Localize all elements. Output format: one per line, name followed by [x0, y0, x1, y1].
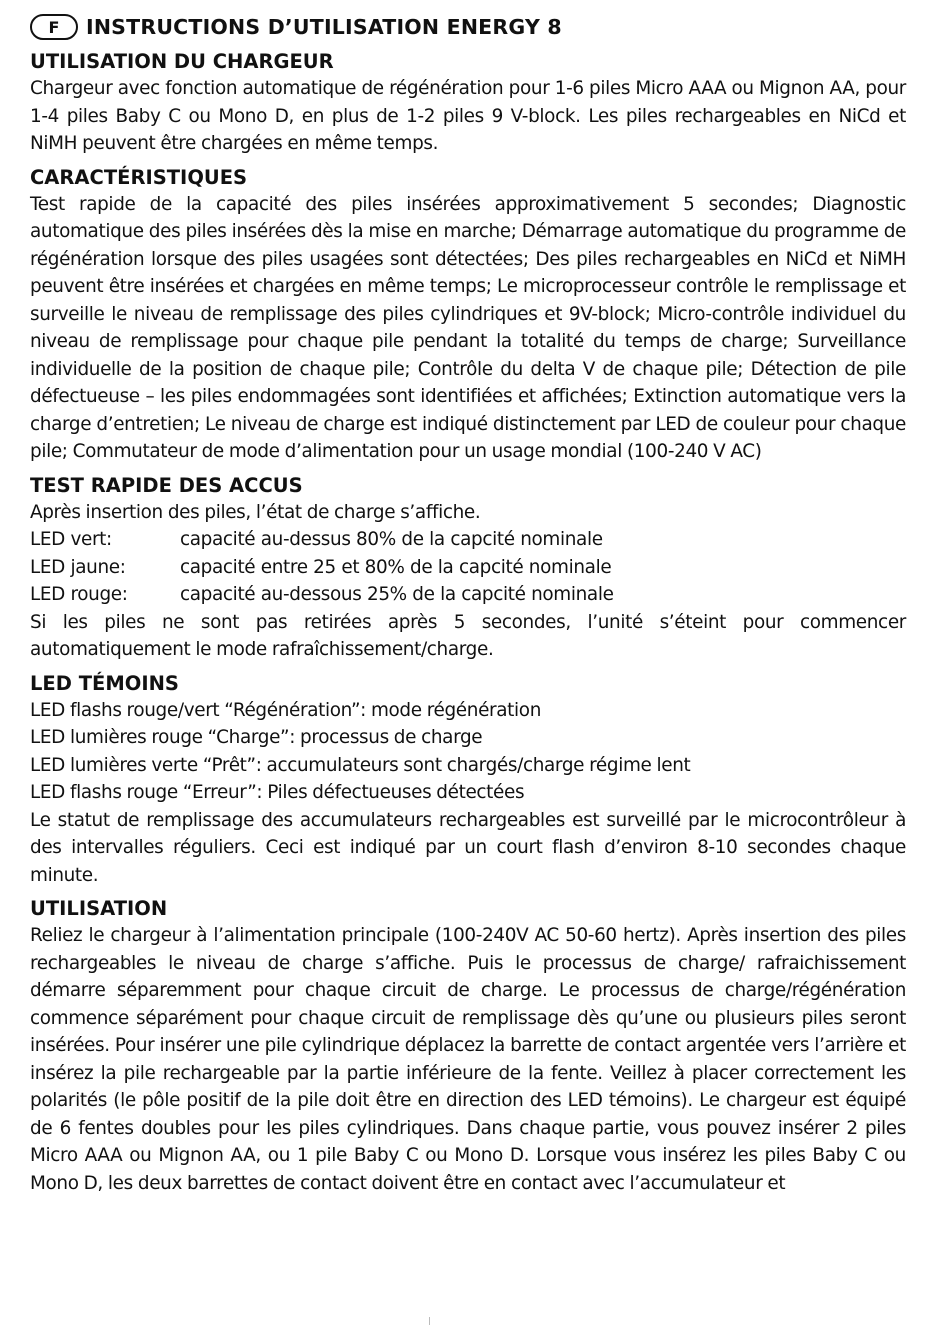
section-paragraph: Reliez le chargeur à l’alimentation principale (100-240V AC 50-60 hertz). Après insertion des piles rechargeables le niveau de charge s’affiche. Puis le processus de charge/ rafraichissement démarre séparemment pour chaque circuit de charge. Le processus de charge/régénération commence séparément pour chaque circuit de remplissage dès qu’une ou plusieurs piles seront insérées. Pour insérer une pile cylindrique déplacez la barrette de contact argentée vers l’arrière et insérez la pile rechargeable par la partie inférieure de la fente. Veillez à placer correctement les polarités (le pôle positif de la pile doit être en direction des LED témoins). Le chargeur est équipé de 6 fentes doubles pour les piles cylindriques. Dans chaque partie, vous pouvez insérer 2 piles Micro AAA ou Mignon AA, ou 1 pile Baby C ou Mono D. Lorsque vous insérez les piles Baby C ou Mono D, les deux barrettes de contact doivent être en contact avec l’accumulateur et	[30, 925, 906, 1194]
section-heading: TEST RAPIDE DES ACCUS	[30, 473, 303, 497]
indicator-line: LED lumières rouge “Charge”: processus de charge	[30, 727, 483, 748]
led-label: LED jaune:	[30, 556, 126, 578]
section-heading: LED TÉMOINS	[30, 671, 179, 695]
document-title: INSTRUCTIONS D’UTILISATION ENERGY 8	[86, 15, 562, 39]
indicator-line: LED lumières verte “Prêt”: accumulateurs sont chargés/charge régime lent	[30, 754, 691, 776]
document-header	[30, 12, 906, 42]
led-description: capacité au-dessous 25% de la capcité nominale	[180, 584, 614, 605]
led-row-green	[30, 526, 906, 554]
section-indicators	[30, 670, 906, 890]
led-label: LED rouge:	[30, 584, 128, 605]
quick-test-intro: Après insertion des piles, l’état de charge s’affiche.	[30, 501, 481, 523]
indicator-line: LED flashs rouge “Erreur”: Piles défectueuses détectées	[30, 782, 525, 803]
led-description: capacité au-dessus 80% de la capcité nominale	[180, 529, 603, 550]
section-paragraph: Test rapide de la capacité des piles insérées approximativement 5 secondes; Diagnostic automatique des piles insérées dès la mise en marche; Démarrage automatique du programme de régénération lorsque des piles usagées sont détectées; Des piles rechargeables en NiCd et NiMH peuvent être insérées et chargées en même temps; Le microprocesseur contrôle le remplissage et surveille le niveau de remplissage des piles cylindriques et 9V-block; Micro-contrôle individuel du niveau de remplissage pour chaque pile pendant la totalité du temps de charge; Surveillance individuelle de la position de chaque pile; Contrôle du delta V de chaque pile; Détection de pile défectueuse – les piles endommagées sont identifiées et affichées; Extinction automatique vers la charge d’entretien; Le niveau de charge est indiqué distinctement par LED de couleur pour chaque pile; Commutateur de mode d’alimentation pour un usage mondial (100-240 V AC)	[30, 193, 906, 462]
section-usage	[30, 895, 906, 1197]
section-paragraph: Le statut de remplissage des accumulateurs rechargeables est surveillé par le microcontrôleur à des intervalles réguliers. Ceci est indiqué par un court flash d’environ 8-10 secondes chaque minute.	[30, 809, 906, 886]
led-description: capacité entre 25 et 80% de la capcité nominale	[180, 556, 612, 578]
indicator-line: LED flashs rouge/vert “Régénération”: mode régénération	[30, 699, 542, 721]
page-mark	[429, 1317, 430, 1325]
section-charger	[30, 48, 906, 158]
section-features	[30, 164, 906, 466]
language-badge: F	[30, 14, 78, 40]
section-quick-test	[30, 472, 906, 664]
led-row-red	[30, 581, 906, 609]
document-page	[30, 12, 906, 1197]
quick-test-outro: Si les piles ne sont pas retirées après 5 secondes, l’unité s’éteint pour commencer automatiquement le mode rafraîchissement/charge.	[30, 611, 906, 660]
section-paragraph: Chargeur avec fonction automatique de régénération pour 1-6 piles Micro AAA ou Mignon AA, pour 1-4 piles Baby C ou Mono D, en plus de 1-2 piles 9 V-block. Les piles rechargeables en NiCd et NiMH peuvent être chargées en même temps.	[30, 78, 906, 154]
section-heading: CARACTÉRISTIQUES	[30, 165, 248, 189]
section-heading: UTILISATION DU CHARGEUR	[30, 50, 334, 73]
led-row-yellow	[30, 554, 906, 582]
led-label: LED vert:	[30, 529, 112, 550]
section-heading: UTILISATION	[30, 897, 168, 920]
